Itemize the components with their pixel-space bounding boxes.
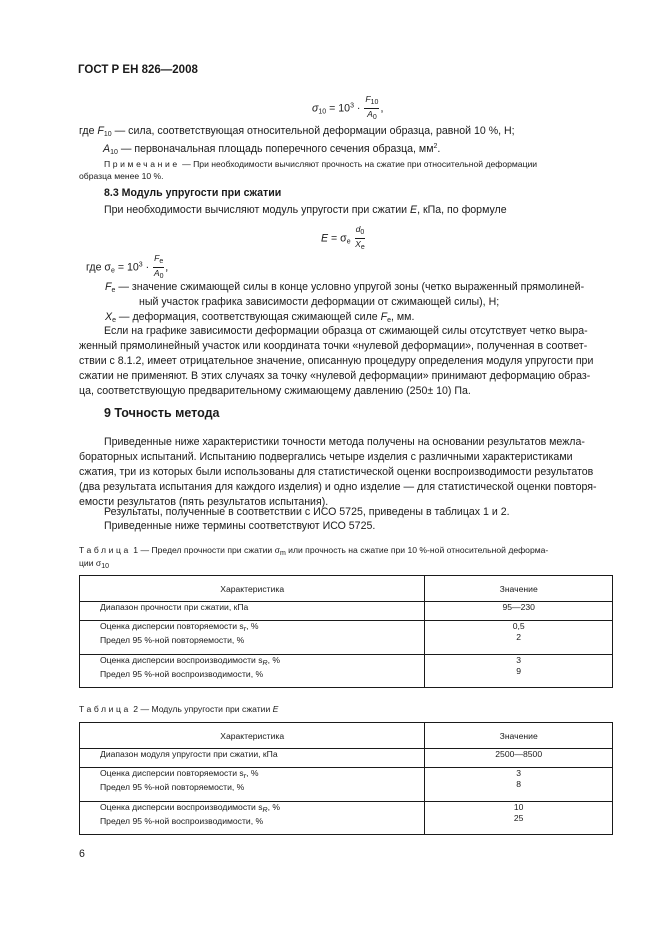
table-1-caption-cont: ции $\sigma_{10}$ (79, 558, 110, 570)
table-header-row (80, 723, 613, 749)
page-number: 6 (79, 848, 85, 860)
header-characteristic: Характеристика (80, 576, 425, 602)
header-value: Значение (425, 723, 613, 749)
section-9-title: 9 Точность метода (104, 406, 220, 420)
table-row: Диапазон модуля упругости при сжатии, кПа 2500—8500 (80, 749, 613, 768)
table-row: Диапазон прочности при сжатии, кПа 95—230 (80, 602, 613, 621)
table-row: Оценка дисперсии воспроизводимости $s_R$, % Предел 95 %-ной воспроизводимости, % 3 9 (80, 655, 613, 688)
note-1: Примечание — При необходимости вычисляют прочность на сжатие при относительной деформации (104, 159, 538, 169)
definition-xe: $X_e$ — деформация, соответствующая сжимающей силе $F_e$, мм. (105, 311, 415, 324)
section-8-3-title: 8.3 Модуль упругости при сжатии (104, 187, 282, 199)
table-2-caption: Таблица 2 — Модуль упругости при сжатии E (79, 704, 279, 714)
definition-fe: $F_e$ — значение сжимающей силы в конце условно упругой зоны (четко выраженный прямолиней- (105, 281, 585, 294)
table-row: Оценка дисперсии повторяемости $s_r$, % Предел 95 %-ной повторяемости, % 3 8 (80, 768, 613, 802)
table-1-caption: Таблица 1 — Предел прочности при сжатии $\sigma_m$ или прочность на сжатие при 10 %-ной относительной деформа- (79, 545, 549, 557)
paragraph-results: Результаты, полученные в соответствии с ИСО 5725, приведены в таблицах 1 и 2. (104, 506, 510, 518)
definition-a10: $A_{10}$ — первоначальная площадь поперечного сечения образца, $мм^2$. (103, 143, 441, 156)
formula-modulus: $E = \sigma_e$ $\frac{d_0}{X_e}$ (321, 224, 365, 251)
table-2 (79, 722, 613, 835)
table-header-row (80, 576, 613, 602)
paragraph-precision: Приведенные ниже характеристики точности метода получены на основании результатов межла- бораторных испытаний. Испытанию подвергались четыре изделия с различными характеристиками сжатия, три из которых были использованы для статистической оценки воспроизводимости результатов (два результата испытания для каждого изделия) и одно изделие — для статистической оценки повторя- емости результатов (пять результатов испытания). (79, 436, 597, 508)
definition-f10: где $F_{10}$ — сила, соответствующая относительной деформации образца, равной 10 %, Н; (79, 125, 515, 138)
formula-sigma-e: где $\sigma_e = 10^3$ · $\frac{F_e}{A_0}$ , (86, 253, 169, 280)
section-8-3-intro: При необходимости вычисляют модуль упругости при сжатии E, кПа, по формуле (104, 204, 507, 216)
table-row: Оценка дисперсии воспроизводимости $s_R$, % Предел 95 %-ной воспроизводимости, % 10 25 (80, 802, 613, 835)
paragraph-zero-deformation: Если на графике зависимости деформации образца от сжимающей силы отсутствует четко выра- женный прямолинейный участок или координата точки «нулевой деформации», полученная в соответ- ствии с 8.1.2, имеет отрицательное значение, описанную процедуру определения модуля упругости при сжатии не применяют. В этих случаях за точку «нулевой деформации» принимают деформацию образ- ца, соответствующую предварительному сжимающему давлению (250± 10) Па. (79, 325, 594, 397)
paragraph-terms: Приведенные ниже термины соответствуют ИСО 5725. (104, 520, 376, 532)
document-header: ГОСТ Р ЕН 826—2008 (78, 64, 198, 76)
header-value: Значение (425, 576, 613, 602)
definition-fe-cont: ный участок графика зависимости деформации от сжимающей силы), Н; (139, 296, 500, 308)
note-1-cont: образца менее 10 %. (79, 171, 164, 181)
header-characteristic: Характеристика (80, 723, 425, 749)
formula-sigma10: $\sigma_{10} = 10^3$ · $\frac{F_{10}}{A_0}$ , (312, 94, 384, 121)
table-1 (79, 575, 613, 688)
table-row: Оценка дисперсии повторяемости $s_r$, % Предел 95 %-ной повторяемости, % 0,5 2 (80, 621, 613, 655)
